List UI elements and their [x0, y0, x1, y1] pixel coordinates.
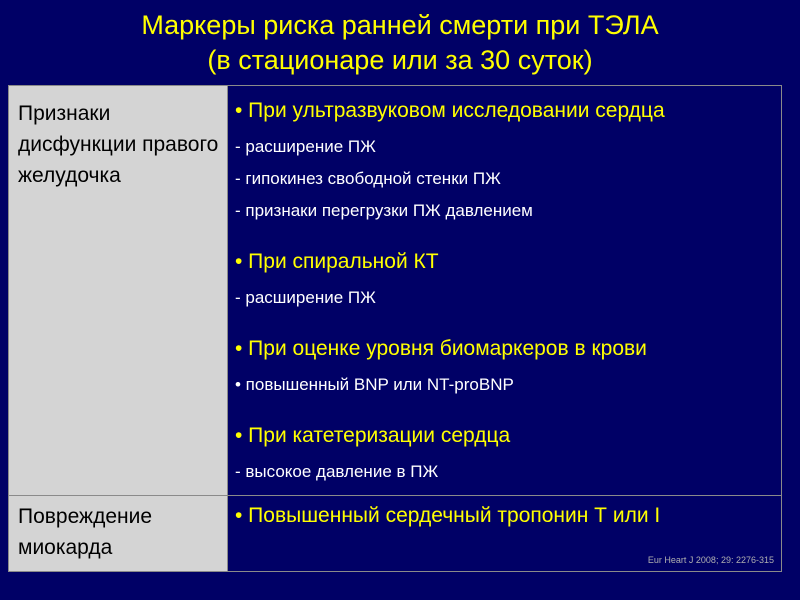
row-content: [228, 496, 782, 572]
slide-title: [0, 8, 800, 78]
row-content: [228, 86, 782, 496]
group-heading: • При спиральной КТ: [235, 250, 439, 273]
catheterization-group: [235, 421, 775, 482]
risk-markers-table: [8, 85, 782, 572]
table-row: [9, 86, 782, 496]
list-item: • повышенный BNP или NT-proBNP: [235, 375, 514, 394]
citation: Eur Heart J 2008; 29: 2276-315: [647, 555, 774, 565]
biomarker-group: [235, 334, 775, 395]
table-row: [9, 496, 782, 572]
row-label: Повреждение миокарда: [9, 496, 228, 572]
list-item: - признаки перегрузки ПЖ давлением: [235, 201, 533, 220]
group-heading: • При оценке уровня биомаркеров в крови: [235, 337, 647, 360]
list-item: - расширение ПЖ: [235, 288, 376, 307]
group-heading: • При катетеризации сердца: [235, 424, 511, 447]
ct-group: [235, 247, 775, 308]
list-item: - высокое давление в ПЖ: [235, 462, 439, 481]
group-heading: • Повышенный сердечный тропонин Т или I: [235, 504, 661, 527]
list-item: - расширение ПЖ: [235, 137, 376, 156]
title-line-2: (в стационаре или за 30 суток): [207, 45, 593, 75]
group-heading: • При ультразвуковом исследовании сердца: [235, 99, 665, 122]
echo-group: [235, 96, 775, 221]
list-item: - гипокинез свободной стенки ПЖ: [235, 169, 501, 188]
row-label: Признаки дисфункции правого желудочка: [9, 86, 228, 496]
title-line-1: Маркеры риска ранней смерти при ТЭЛА: [141, 10, 659, 40]
